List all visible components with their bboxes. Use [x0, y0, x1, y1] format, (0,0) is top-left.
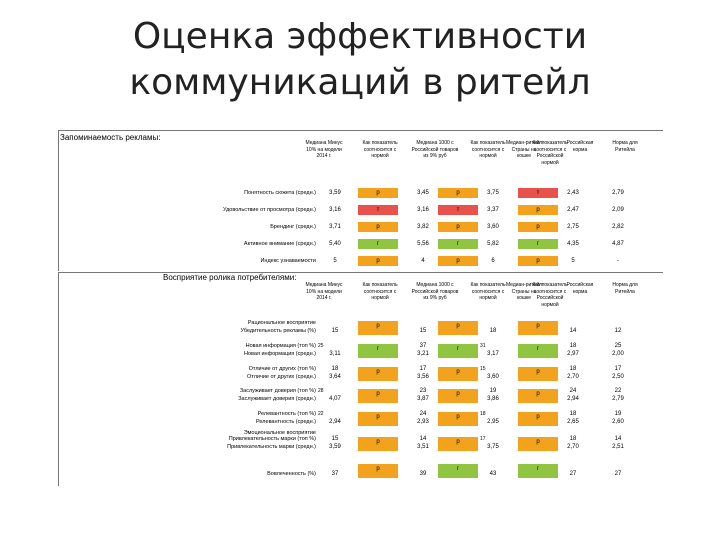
- s2-value-5: 2,60: [612, 419, 624, 425]
- s1-value-1: 3,16: [329, 207, 341, 213]
- s1-status-1: р: [358, 256, 398, 266]
- s2-side-value: 25: [318, 343, 324, 349]
- s2-value-2-top: 17: [419, 366, 427, 372]
- s2-value-1: 15: [331, 328, 339, 334]
- s2-status-3: г: [518, 344, 558, 358]
- s2-status-2: р: [438, 321, 478, 335]
- s2-value-4-top: 24: [569, 388, 577, 394]
- s2-header-col2: Как показатель соотносится с нормой: [362, 282, 398, 301]
- s2-value-4: 2,70: [567, 374, 579, 380]
- s2-value-2: 3,51: [417, 444, 429, 450]
- s2-header-col4: Как показатель соотносится с нормой: [470, 282, 506, 301]
- section-2-title: Восприятие ролика потребителями:: [163, 273, 297, 282]
- s2-value-2-top: 24: [419, 411, 427, 417]
- s2-status-3: р: [518, 412, 558, 426]
- s2-value-5-top: 17: [614, 366, 622, 372]
- s2-row-label-top: Привлекательность марки (топ %): [228, 436, 316, 442]
- s1-value-2: 3,45: [417, 190, 429, 196]
- s1-value-5: -: [617, 258, 619, 264]
- s2-row-label: Новая информация (средн.): [244, 351, 316, 357]
- spreadsheet: [58, 130, 662, 485]
- s1-value-2: 3,16: [417, 207, 429, 213]
- s1-status-3: р: [518, 205, 558, 215]
- s2-row-label: Привлекательность марки (средн.): [227, 444, 316, 450]
- s1-status-3: т: [518, 188, 558, 198]
- s1-status-1: т: [358, 205, 398, 215]
- s2-side-value-3: 18: [480, 411, 486, 417]
- s1-value-3: 6: [491, 258, 495, 264]
- s1-value-5: 2,09: [612, 207, 624, 213]
- s1-status-2: р: [438, 222, 478, 232]
- s2-side-value-3: 15: [480, 366, 486, 372]
- s2-status-1: г: [358, 344, 398, 358]
- s2-row-label-top: Релевантность (топ %): [257, 411, 316, 417]
- s1-value-4: 4,35: [567, 241, 579, 247]
- s2-value-5: 2,79: [612, 396, 624, 402]
- s1-row-label: Понятность сюжета (средн.): [244, 190, 316, 196]
- s1-status-3: р: [518, 222, 558, 232]
- s2-value-1: 3,11: [329, 351, 341, 357]
- s1-value-5: 4,87: [612, 241, 624, 247]
- s2-value-5-top: 22: [614, 388, 622, 394]
- s2-value-5: 12: [614, 328, 622, 334]
- s2-value-2: 15: [419, 328, 427, 334]
- s1-status-1: г: [358, 239, 398, 249]
- s1-status-3: г: [518, 239, 558, 249]
- s2-value-5: 2,50: [612, 374, 624, 380]
- s2-status-2: р: [438, 367, 478, 381]
- s2-value-5-top: 14: [614, 436, 622, 442]
- s2-status-3: г: [518, 464, 558, 478]
- s2-value-2: 3,87: [417, 396, 429, 402]
- s2-value-5-top: 25: [614, 343, 622, 349]
- s2-value-1: 3,59: [329, 444, 341, 450]
- s1-value-3: 3,60: [487, 224, 499, 230]
- s2-value-2: 2,93: [417, 419, 429, 425]
- s2-status-3: р: [518, 321, 558, 335]
- s2-value-2: 3,21: [417, 351, 429, 357]
- s2-group-label: Эмоциональное восприятие: [243, 430, 316, 436]
- s2-value-5: 2,00: [612, 351, 624, 357]
- s2-status-1: р: [358, 389, 398, 403]
- title-line-2: коммуникаций в ритейл: [129, 62, 591, 103]
- s1-value-1: 5,40: [329, 241, 341, 247]
- s2-value-4-top: 18: [569, 411, 577, 417]
- s2-value-1: 4,07: [329, 396, 341, 402]
- s2-value-4: 14: [569, 328, 577, 334]
- s1-value-1: 3,71: [329, 224, 341, 230]
- s1-value-1: 3,59: [329, 190, 341, 196]
- s2-row-label-top: Рациональное восприятие: [247, 320, 316, 326]
- s2-row-label-top: Заслуживает доверия (топ %): [239, 388, 316, 394]
- s2-status-3: р: [518, 389, 558, 403]
- s2-value-1: 3,64: [329, 374, 341, 380]
- s2-value-3: 3,60: [487, 374, 499, 380]
- s2-side-value-3: 17: [480, 436, 486, 442]
- s2-value-2-top: 23: [419, 388, 427, 394]
- s2-value-3-top: 19: [489, 388, 497, 394]
- s1-value-3: 3,37: [487, 207, 499, 213]
- s2-header-col7: Российская норма: [566, 282, 594, 295]
- s2-value-3: 3,86: [487, 396, 499, 402]
- s2-value-5: 2,51: [612, 444, 624, 450]
- s1-value-2: 4: [421, 258, 425, 264]
- s1-value-5: 2,79: [612, 190, 624, 196]
- s1-value-5: 2,82: [612, 224, 624, 230]
- s1-value-4: 2,47: [567, 207, 579, 213]
- s2-status-1: р: [358, 437, 398, 451]
- page-title: [0, 14, 720, 106]
- s2-value-4-top: 18: [569, 436, 577, 442]
- s1-header-col3: Медиана 1000 с Российской товаров из 9% руб: [411, 140, 459, 159]
- s2-side-value: 28: [318, 388, 324, 394]
- s2-status-1: р: [358, 464, 398, 478]
- s2-status-2: р: [438, 389, 478, 403]
- s2-status-1: р: [358, 321, 398, 335]
- s1-header-col6: Как показатель соотносится с Российской нормой: [532, 140, 568, 166]
- s1-row-label: Брендинг (средн.): [270, 224, 316, 230]
- section-1-title: Запоминаемость рекламы:: [60, 133, 161, 142]
- s2-value-3: 3,17: [487, 351, 499, 357]
- s1-header-col8: Норма для Ритейла: [612, 140, 638, 153]
- s1-value-2: 3,82: [417, 224, 429, 230]
- s2-value-4-top: 18: [569, 366, 577, 372]
- s2-value-2: 3,56: [417, 374, 429, 380]
- s1-row-label: Активное внимание (средн.): [243, 241, 316, 247]
- s2-header-col8: Норма для Ритейла: [612, 282, 638, 295]
- s2-status-1: р: [358, 367, 398, 381]
- s1-status-1: р: [358, 188, 398, 198]
- s1-row-label: Индекс узнаваемости: [260, 258, 316, 264]
- s1-header-col1: Медиана Минус 10% на модели 2014 г.: [305, 140, 343, 159]
- s1-value-4: 5: [571, 258, 575, 264]
- s2-row-label-top: Отличие от других (топ %): [248, 366, 316, 372]
- s2-value-2-top: 14: [419, 436, 427, 442]
- s2-value-1-top: 18: [331, 366, 339, 372]
- s1-header-col5: Медиан-ритейл Страны на кошке: [505, 140, 543, 159]
- s2-value-4: 2,97: [567, 351, 579, 357]
- s2-header-col1: Медиана Минус 10% на модели 2014 г.: [305, 282, 343, 301]
- s1-value-4: 2,43: [567, 190, 579, 196]
- s1-status-2: р: [438, 256, 478, 266]
- s2-value-1: 2,94: [329, 419, 341, 425]
- s1-header-col7: Российская норма: [566, 140, 594, 153]
- s2-value-3: 18: [489, 328, 497, 334]
- s2-value-5: 27: [614, 471, 622, 477]
- s2-status-3: р: [518, 437, 558, 451]
- s1-value-3: 5,82: [487, 241, 499, 247]
- s2-value-4-top: 18: [569, 343, 577, 349]
- s2-header-col3: Медиана 1000 с Российской товаров из 9% руб: [411, 282, 459, 301]
- s2-status-1: р: [358, 412, 398, 426]
- s1-header-col4: Как показатель соотносится с нормой: [470, 140, 506, 159]
- s2-value-4: 27: [569, 471, 577, 477]
- s2-status-2: р: [438, 437, 478, 451]
- s2-status-2: р: [438, 412, 478, 426]
- s2-row-label: Отличие от других (средн.): [247, 374, 316, 380]
- s1-status-1: р: [358, 222, 398, 232]
- s2-value-2: 39: [419, 471, 427, 477]
- s1-value-2: 5,56: [417, 241, 429, 247]
- s2-header-col6: Как показатель соотносится с Российской нормой: [532, 282, 568, 308]
- s2-value-3: 2,95: [487, 419, 499, 425]
- s1-status-2: т: [438, 205, 478, 215]
- s2-row-label: Убедительность рекламы (%): [240, 328, 316, 334]
- s1-status-2: г: [438, 239, 478, 249]
- s2-row-label: Заслуживает доверия (средн.): [238, 396, 316, 402]
- s2-value-3: 3,75: [487, 444, 499, 450]
- s1-value-4: 2,75: [567, 224, 579, 230]
- s2-value-5-top: 19: [614, 411, 622, 417]
- s2-side-value-3: 31: [480, 343, 486, 349]
- s2-value-4: 2,70: [567, 444, 579, 450]
- s2-status-3: р: [518, 367, 558, 381]
- s2-row-label-top: Новая информация (топ %): [245, 343, 316, 349]
- s2-value-1: 37: [331, 471, 339, 477]
- title-line-1: Оценка эффективности: [132, 16, 588, 57]
- s2-value-3: 43: [489, 471, 497, 477]
- s2-value-4: 2,65: [567, 419, 579, 425]
- s2-value-1-top: 15: [331, 436, 339, 442]
- s1-row-label: Удовольствие от просмотра (средн.): [223, 207, 316, 213]
- s2-value-2-top: 37: [419, 343, 427, 349]
- s2-header-col5: Медиан-ритейл Страны на кошке: [505, 282, 543, 301]
- s2-status-2: г: [438, 464, 478, 478]
- s2-status-2: г: [438, 344, 478, 358]
- s1-header-col2: Как показатель соотносится с нормой: [362, 140, 398, 159]
- s2-value-4: 2,94: [567, 396, 579, 402]
- s1-value-3: 3,75: [487, 190, 499, 196]
- s1-status-2: р: [438, 188, 478, 198]
- s1-status-3: р: [518, 256, 558, 266]
- s2-row-label: Вовлеченность (%): [267, 471, 316, 477]
- s2-side-value: 22: [318, 411, 324, 417]
- s1-value-1: 5: [333, 258, 337, 264]
- s2-row-label: Релевантность (средн.): [256, 419, 316, 425]
